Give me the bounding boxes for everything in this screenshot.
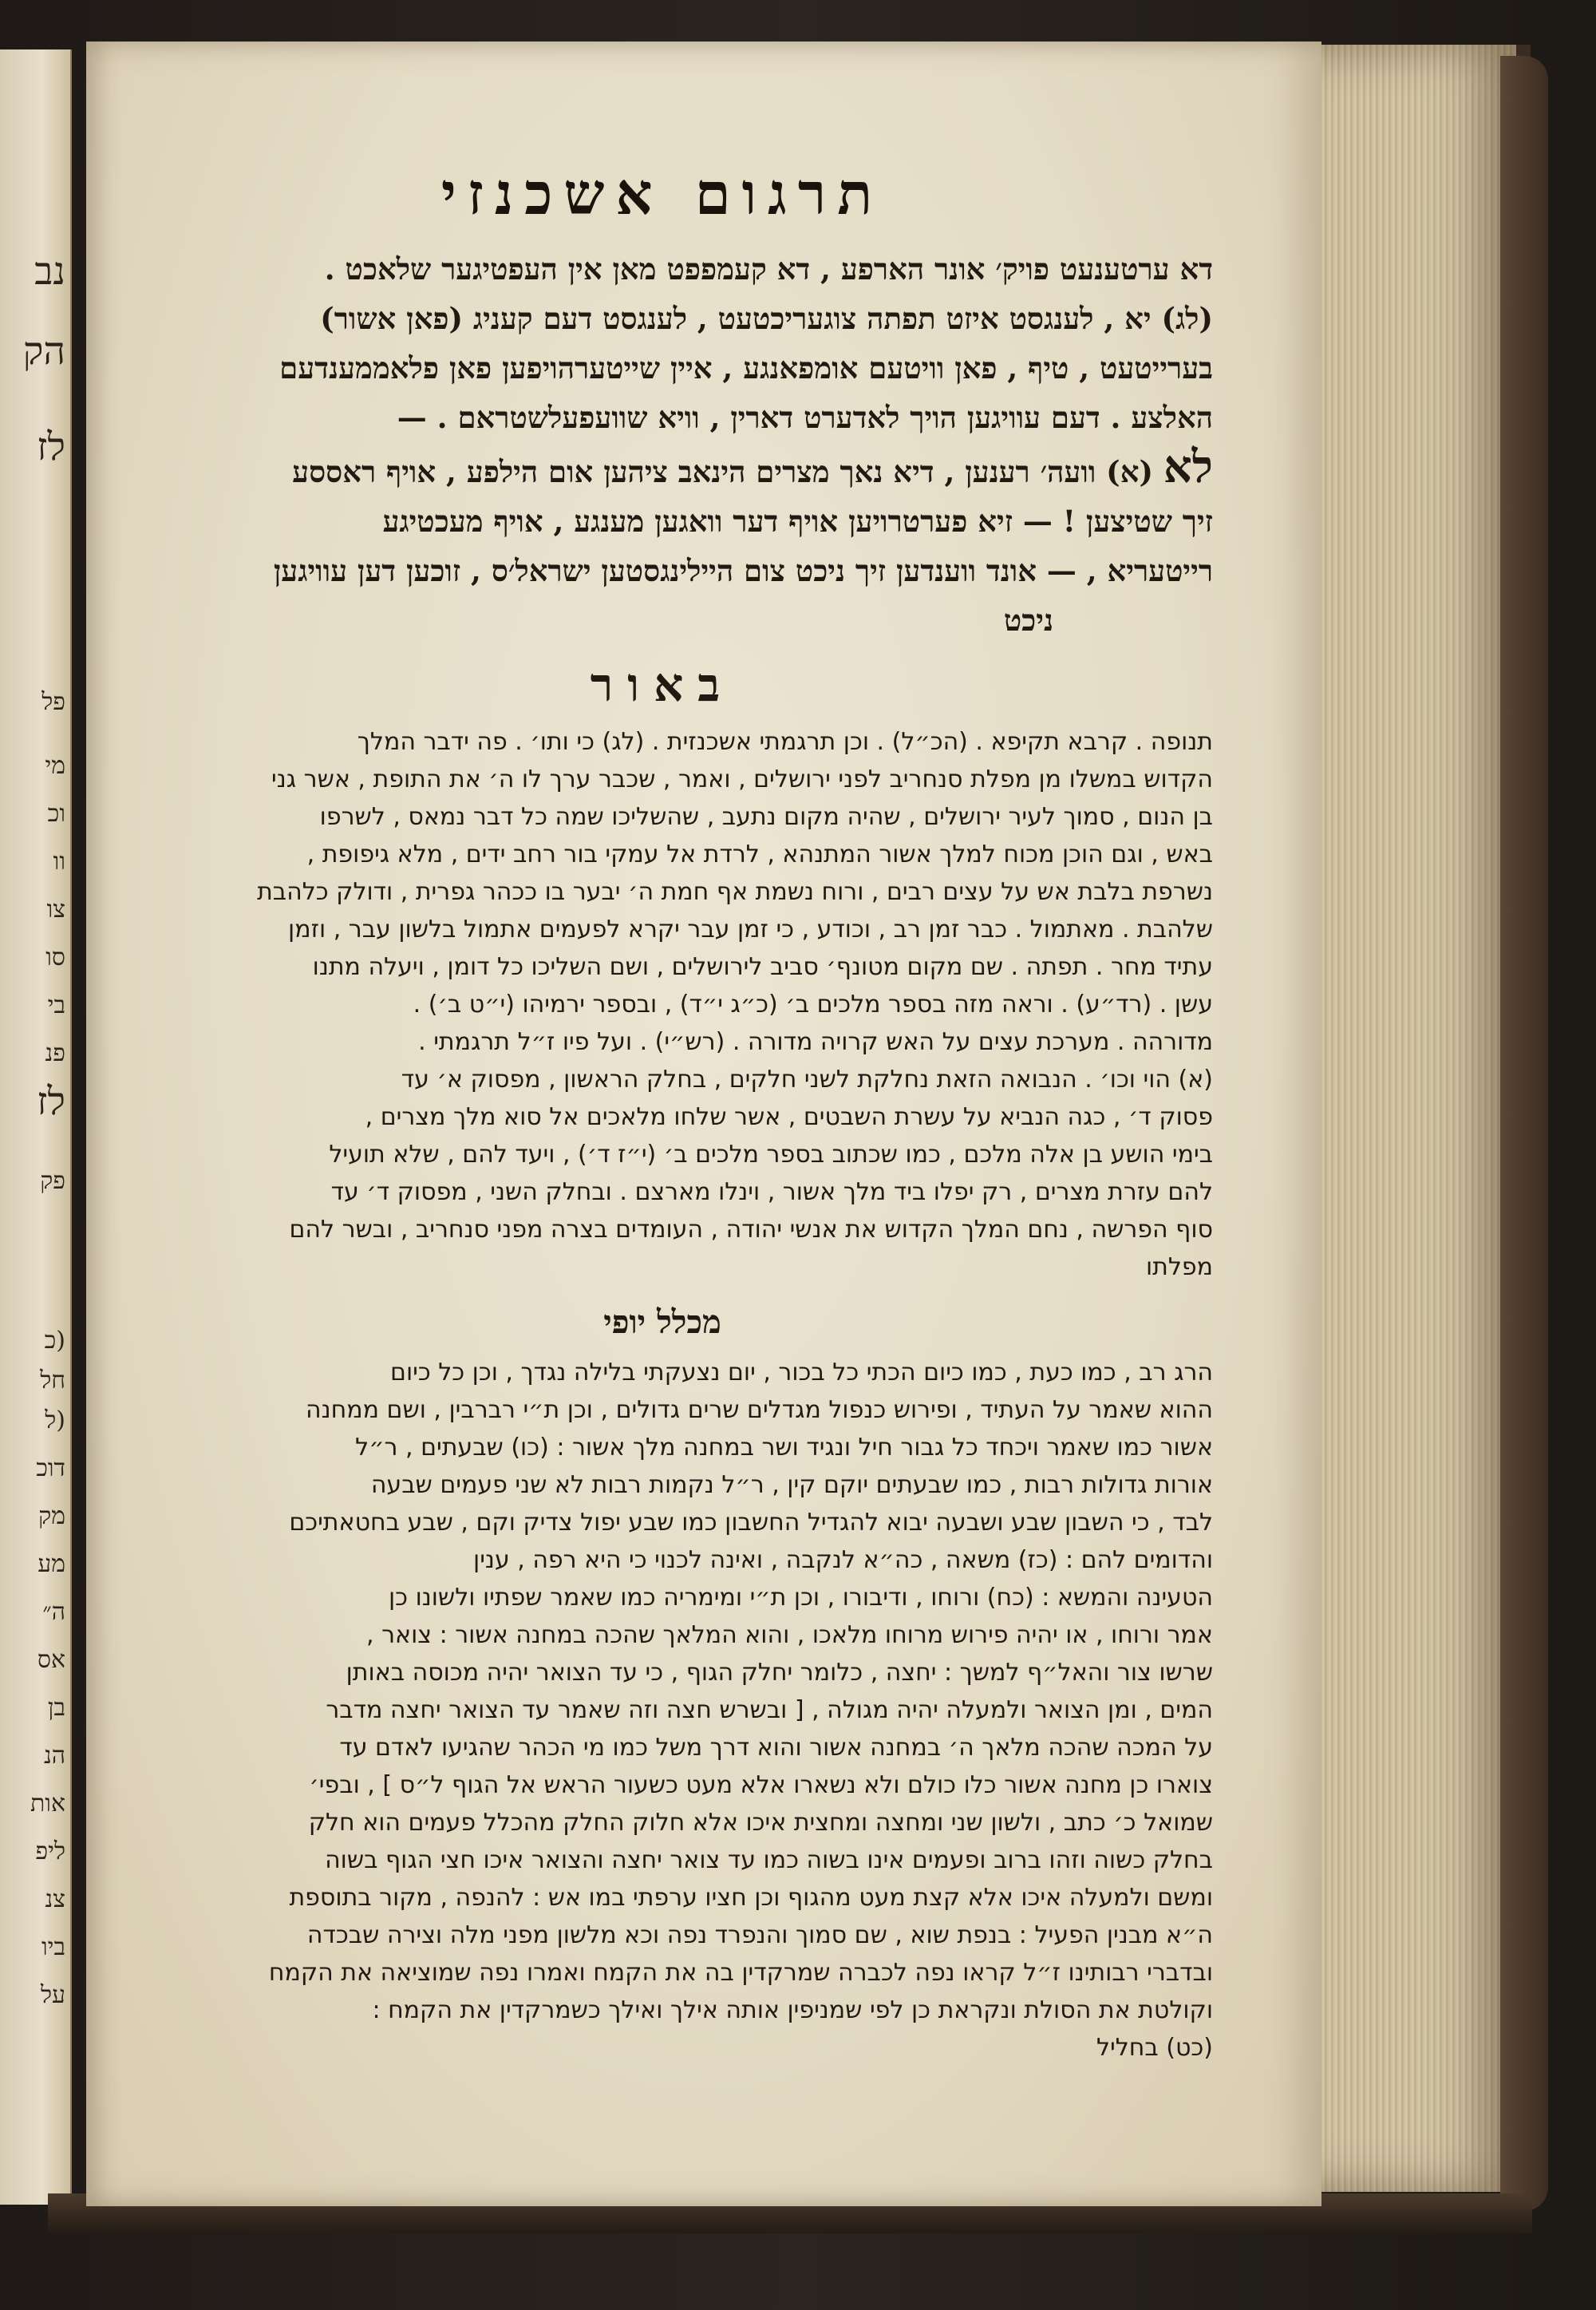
- mikhlol-line: אמר ורוחו , או יהיה פירוש מרוחו מלאכו , והוא המלאך שהכה במחנה אשור : צואר ,: [366, 1621, 1213, 1649]
- mikhlol-line: שמואל כ׳ כתב , ולשון שני ומחצה ומחצית איכו אלא חלוק החלק מהכלל פעמים הוא חלק: [308, 1809, 1213, 1837]
- left-page-glyph: מי: [45, 752, 65, 780]
- mikhlol-line: לבד , כי השבון שבע ושבעה יבוא להגדיל החשבון כמו שבע יפול צדיק וקם , שבע בחטאתיכם: [289, 1509, 1213, 1537]
- mikhlol-line: אורות גדולות רבות , כמו שבעתים יוקם קין , ר״ל נקמות רבות לא שני פעמים שבעה: [370, 1471, 1213, 1499]
- biur-line: תנופה . קרבא תקיפא . (הכ״ל) . וכן תרגמתי אשכנזית . (לג) כי ותו׳ . פה ידבר המלך: [357, 728, 1213, 756]
- yiddish-line-verse: [112, 442, 1213, 496]
- mikhlol-line: צוארו כן מחנה אשור כלו כולם ולא נשארו אלא מעט כשעור הראש אל הגוף ל״ס ] , ובפי׳: [309, 1771, 1213, 1799]
- left-page-glyph: נב: [34, 249, 65, 294]
- page-title: תרגום אשכנזי: [440, 160, 884, 227]
- mikhlol-line: (כט) בחליל: [1096, 2034, 1213, 2062]
- yiddish-line: רייטעריא , — אונד ווענדען זיך ניכט צום היילינגסטען ישראל׳ס , זוכען דען עוויגען: [273, 553, 1213, 588]
- page-block-edges: [1309, 45, 1531, 2192]
- biur-line: עתיד מחר . תפתה . שם מקום מטונף׳ סביב לירושלים , ושם השליכו כל דומן , ויעלה מתנו: [312, 953, 1213, 981]
- left-page-glyph: לז: [37, 425, 65, 469]
- mikhlol-heading: מכלל יופי: [603, 1303, 721, 1341]
- mikhlol-line: המים , ומן הצואר ולמעלה יהיה מגולה , [ ובשרש חצה וזה שאמר עד הצואר יחצה מדבר: [326, 1696, 1213, 1724]
- left-page-glyph: דוכ: [36, 1454, 65, 1482]
- yiddish-line: בערייטעט , טיף , פאן וויטעם אומפאנגע , איין שייטערהויפען פאן פלאממענדעם: [279, 350, 1213, 386]
- yiddish-line: ניכט: [1003, 603, 1053, 638]
- yiddish-line: (לג) יא , לענגסט איזט תפתה צוגעריכטעט , לענגסט דעם קעניג (פאן אשור): [320, 301, 1213, 336]
- biur-line: מדורהה . מערכת עצים על האש קרויה מדורה . (רש״י) . ועל פיו ז״ל תרגמתי .: [418, 1028, 1213, 1056]
- left-page-glyph: על: [40, 1981, 65, 2009]
- mikhlol-line: אשור כמו שאמר ויכחד כל גבור חיל ונגיד ושר במחנה מלך אשור : (כו) שבעתים , ר״ל: [355, 1434, 1213, 1462]
- verse-label: לא: [1163, 441, 1213, 493]
- yiddish-line: (א) וועה׳ רענען , דיא נאך מצרים הינאב ציהען אום הילפע , אויף ראססע: [292, 454, 1153, 489]
- left-page-glyph: מק: [38, 1502, 65, 1530]
- yiddish-line: האלצע . דעם עוויגען הויך לאדערט דארין , וויא שוועפעלשטראם . —: [397, 400, 1213, 435]
- mikhlol-yofi-commentary: [112, 1354, 1213, 2067]
- left-page-glyph: בי: [47, 991, 65, 1019]
- biur-line: נשרפת בלבת אש על עצים רבים , ורוח נשמת אף חמת ה׳ יבער בו ככהר גפרית , ודולק כלהבת: [257, 878, 1213, 906]
- biur-commentary: [112, 723, 1213, 1286]
- biur-line: הקדוש במשלו מן מפלת סנחריב לפני ירושלים , ואמר , שכבר ערך לו ה׳ את התופת , אשר גני: [271, 765, 1213, 793]
- mikhlol-line: ה״א מבנין הפעיל : בנפת שוא , שם סמוך והנפרד נפה וכא מלשון מפני מלה וצירה שבכדה: [306, 1921, 1213, 1949]
- mikhlol-line: הטעינה והמשא : (כח) ורוחו , ודיבורו , וכן ת״י ומימריה כמו שאמר שפתיו ולשונו כן: [389, 1584, 1213, 1612]
- left-page-glyph: ה״: [42, 1598, 65, 1626]
- biur-heading: באור: [590, 658, 735, 712]
- yiddish-line: זיך שטיצען ! — זיא פערטרויען אויף דער וואגען מענגע , אויף מעכטיגע: [382, 504, 1213, 539]
- left-page-glyph: פל: [41, 688, 65, 716]
- left-page-glyph: אס: [37, 1646, 65, 1674]
- left-page-glyph: (ל: [45, 1406, 65, 1434]
- left-page-glyph: לז: [37, 1079, 65, 1124]
- biur-line: עשן . (רד״ע) . וראה מזה בספר מלכים ב׳ (כ״ג י״ד) , ובספר ירמיהו (י״ט ב׳) .: [413, 991, 1213, 1019]
- left-page-glyph: ליפ: [35, 1837, 65, 1865]
- yiddish-translation: [112, 244, 1213, 645]
- biur-line: (א) הוי וכו׳ . הנבואה הזאת נחלקת לשני חלקים , בחלק הראשון , מפסוק א׳ עד: [401, 1066, 1213, 1094]
- mikhlol-line: ההוא שאמר על העתיד , ופירוש כנפול מגדלים שרים גדולים , וכן ת״י רברבין , ושם ממחנה: [306, 1396, 1213, 1424]
- left-page-glyph: סו: [45, 943, 65, 971]
- biur-line: פסוק ד׳ , כגה הנביא על עשרת השבטים , אשר שלחו מלאכים אל סוא מלך מצרים ,: [365, 1103, 1213, 1131]
- biur-line: מפלתו: [1145, 1253, 1213, 1281]
- left-page-glyph: אות: [30, 1790, 65, 1818]
- mikhlol-line: ומשם ולמעלה איכו אלא קצת מעט מהגוף וכן חציו ערפתי במו אש : להנפה , מקור בתוספת: [289, 1884, 1213, 1912]
- left-page-glyph: מע: [38, 1550, 65, 1578]
- mikhlol-line: בחלק כשוה וזהו ברוב ופעמים אינו בשוה כמו עד צואר יחצה והצואר איכו חצי הגוף בשוה: [325, 1846, 1213, 1874]
- biur-line: סוף הפרשה , נחם המלך הקדוש את אנשי יהודה , העומדים בצרה מפני סנחריב , ובשר להם: [289, 1216, 1213, 1244]
- left-page-glyph: צנ: [45, 1885, 65, 1913]
- mikhlol-line: והדומים להם : (כז) משאה , כה״א לנקבה , ואינה לכנוי כי היא רפה , ענין: [473, 1546, 1213, 1574]
- left-page-glyph: וכ: [47, 800, 65, 828]
- left-page-glyph: וו: [53, 848, 65, 876]
- biur-line: בן הנום , סמוך לעיר ירושלים , שהיה מקום נתעב , שהשליכו שמה כל דבר נמאס , לשרפו: [319, 803, 1213, 831]
- mikhlol-line: שרשו צור והאל״ף למשך : יחצה , כלומר יחלק הגוף , כי עד הצואר יהיה מכוסה באותן: [346, 1659, 1213, 1687]
- left-page-glyph: חל: [40, 1367, 65, 1394]
- left-page-glyph: צו: [46, 896, 65, 924]
- left-page-glyph: (כ: [44, 1327, 65, 1355]
- left-page-edge: [0, 49, 72, 2205]
- book-cover-edge: [1500, 56, 1548, 2211]
- mikhlol-line: ובדברי רבותינו ז״ל קראו נפה לכברה שמרקדין בה את הקמח ואמרו נפה שמוציאה את הקמח: [268, 1959, 1213, 1987]
- left-page-glyph: פק: [40, 1167, 65, 1195]
- mikhlol-line: וקולטת את הסולת ונקראת כן לפי שמניפין אותה אילך ואילך כשמרקדין את הקמח :: [372, 1996, 1213, 2024]
- left-page-glyph: פנ: [45, 1039, 65, 1067]
- biur-line: בימי הושע בן אלה מלכם , כמו שכתוב בספר מלכים ב׳ (י״ז ד׳) , ויעד להם , שלא תועיל: [329, 1141, 1213, 1169]
- left-page-glyph: בן: [47, 1694, 65, 1722]
- biur-line: שלהבת . מאתמול . כבר זמן רב , וכודע , כי זמן עבר יקרא לפעמים אתמול בלשון עבר , וזמן: [288, 916, 1213, 943]
- left-page-glyph: הנ: [43, 1742, 65, 1770]
- page-content: [112, 136, 1213, 2067]
- left-page-glyph: הק: [22, 329, 65, 374]
- biur-line: באש , וגם הוכן מכוח למלך אשור המתנהא , לרדת אל עמקי בור רחב ידים , מלא גיפופת ,: [306, 841, 1213, 868]
- yiddish-line: דא ערטענעט פויק׳ אונר הארפע , דא קעמפפט מאן אין העפטיגער שלאכט .: [324, 251, 1213, 287]
- biur-line: להם עזרת מצרים , רק יפלו ביד מלך אשור , וינלו מארצם . ובחלק השני , מפסוק ד׳ עד: [330, 1178, 1213, 1206]
- mikhlol-line: על המכה שהכה מלאך ה׳ במחנה אשור והוא דרך משל כמו מי הכהר שהגיעו לאדם עד: [339, 1734, 1213, 1762]
- left-page-glyph: ביו: [41, 1933, 65, 1961]
- mikhlol-line: הרג רב , כמו כעת , כמו כיום הכתי כל בכור , יום נצעקתי בלילה נגדך , וכן כל כיום: [390, 1359, 1213, 1386]
